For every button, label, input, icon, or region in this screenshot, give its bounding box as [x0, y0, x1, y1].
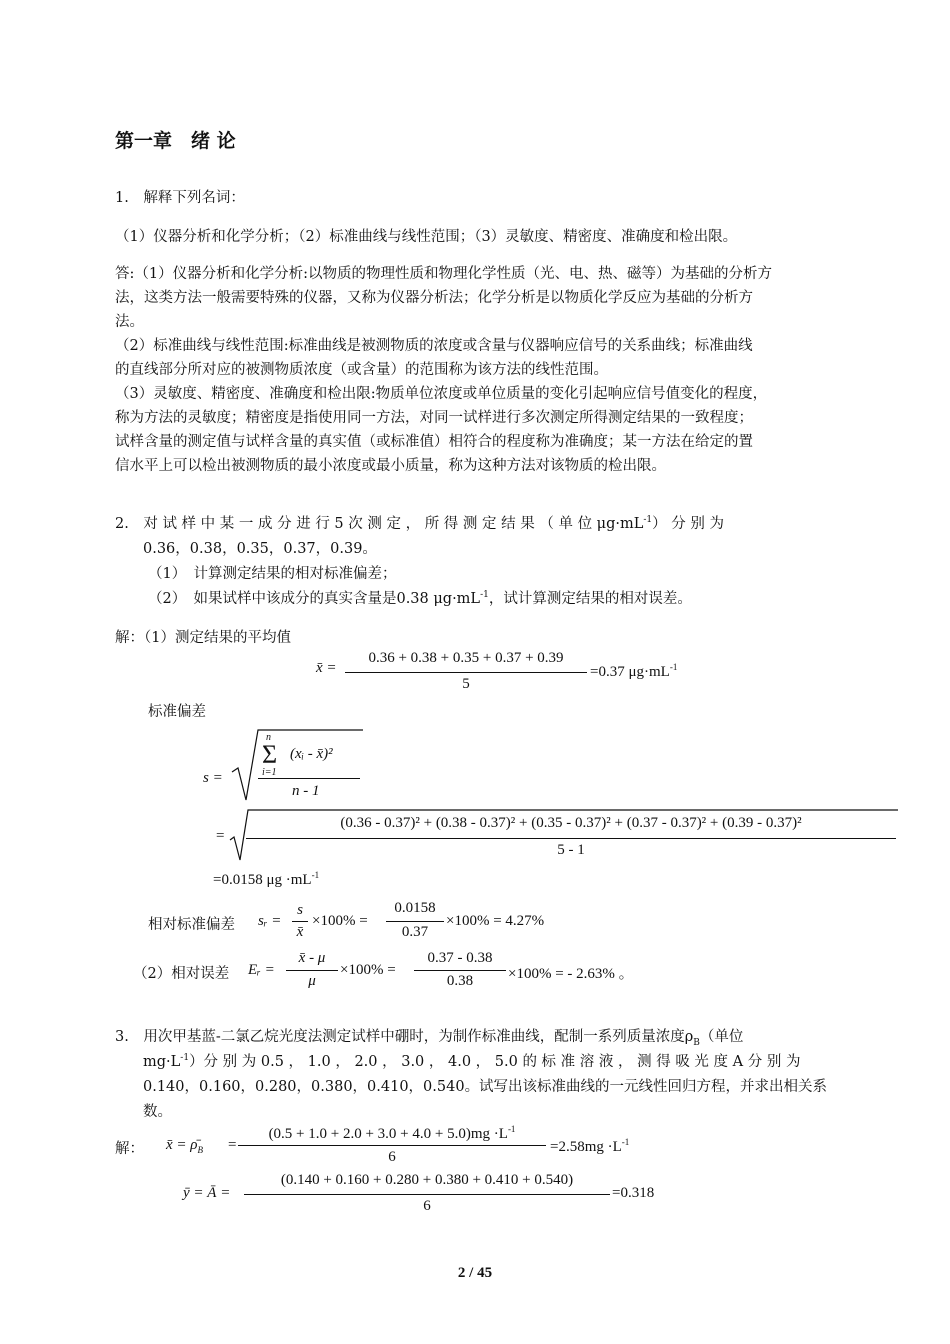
q3-line2-sup: -1 — [180, 1053, 190, 1064]
sum-top: n — [266, 732, 271, 743]
x-result — [550, 1137, 629, 1156]
q3-line3: 0.140，0.160，0.280，0.380，0.410，0.540。试写出该标准曲线的一元线性回归方程，并求出相关系 — [143, 1079, 828, 1095]
y-numerator: (0.140 + 0.160 + 0.280 + 0.380 + 0.410 + 0.540) — [280, 1172, 574, 1188]
x-fraction-bar — [238, 1145, 546, 1146]
big-fraction-bar — [246, 838, 896, 839]
rsd-den2: 0.37 — [401, 924, 429, 940]
sum-bottom: i=1 — [262, 767, 277, 778]
sigma-icon: Σ — [262, 740, 278, 769]
rsd-num1: s — [297, 902, 303, 918]
re-den1: μ — [308, 973, 316, 989]
q2-stem-end: ） 分 别 为 — [652, 516, 724, 532]
q2-sub2 — [148, 587, 692, 608]
x-left-sub: B — [197, 1145, 203, 1155]
s-symbol: s = — [203, 770, 223, 786]
n-minus-1: n - 1 — [292, 783, 320, 799]
x-result-text: =2.58mg ·L — [550, 1139, 622, 1155]
q1-answer-line: 试样含量的测定值与试样含量的真实值（或标准值）相符合的程度称为准确度；某一方法在给定的置 — [115, 434, 753, 450]
q1-answer-line: （3）灵敏度、精密度、准确度和检出限:物质单位浓度或单位质量的变化引起响应信号值变化的程度， — [115, 386, 768, 402]
re-num1: x̄ - μ — [298, 950, 326, 966]
page-number: 2 / 45 — [457, 1265, 493, 1281]
rsd-left: sᵣ = — [258, 913, 282, 929]
re-bar1 — [286, 970, 338, 971]
re-left: Eᵣ = — [248, 962, 275, 978]
mean-numerator: 0.36 + 0.38 + 0.35 + 0.37 + 0.39 — [368, 650, 564, 666]
q3-rho-sub: B — [693, 1037, 700, 1048]
re-label: （2）相对误差 — [133, 966, 230, 982]
re-end: ×100% = - 2.63% 。 — [508, 966, 634, 982]
q2-sub2-text: （2） 如果试样中该成分的真实含量是0.38 μg·mL — [148, 591, 481, 607]
eq-sign-2: = — [216, 828, 225, 844]
mean-denominator: 5 — [462, 676, 470, 692]
sum-expr: (xᵢ - x̄)² — [290, 746, 333, 762]
y-result: =0.318 — [612, 1185, 655, 1201]
q3-line1 — [115, 1025, 743, 1048]
q2-stem-line1 — [115, 512, 724, 533]
s-result — [213, 870, 319, 889]
chapter-title: 第一章 绪 论 — [115, 130, 236, 152]
mean-result-text: =0.37 μg·mL — [590, 664, 670, 680]
q2-stem-text: 2. 对 试 样 中 某 一 成 分 进 行 5 次 测 定 ， 所 得 测 定 结 果 （ 单 位 μg·mL — [115, 516, 644, 532]
q3-line4: 数。 — [143, 1104, 172, 1120]
x-left-text: x̄ = ρ̄ — [166, 1137, 198, 1153]
x-left — [166, 1137, 203, 1155]
mean-symbol: x̄ = — [316, 660, 337, 676]
y-fraction-bar — [244, 1194, 610, 1195]
q3-solution: 解： — [115, 1141, 144, 1157]
rsd-den1: x̄ — [296, 924, 304, 940]
re-mid: ×100% = — [340, 962, 396, 978]
s-result-text: =0.0158 μg ·mL — [213, 872, 312, 888]
q1-answer — [115, 262, 840, 478]
q1-answer-line: （2）标准曲线与线性范围:标准曲线是被测物质的浓度或含量与仪器响应信号的关系曲线；标准曲线 — [115, 338, 753, 354]
q1-stem: 1. 解释下列名词： — [115, 190, 245, 206]
q1-answer-line: 答:（1）仪器分析和化学分析:以物质的物理性质和物理化学性质（光、电、热、磁等）为基础的分析方 — [115, 266, 772, 282]
x-denominator: 6 — [388, 1149, 396, 1165]
q3-line1-end: （单位 — [699, 1029, 744, 1045]
x-numerator — [238, 1124, 546, 1143]
x-result-sup: -1 — [621, 1137, 630, 1147]
rsd-bar2 — [386, 921, 444, 922]
q2-sub2-sup: -1 — [480, 590, 489, 601]
q2-solution-intro: 解：（1）测定结果的平均值 — [115, 630, 291, 646]
big-numerator: (0.36 - 0.37)² + (0.38 - 0.37)² + (0.35 - 0.37)² + (0.37 - 0.37)² + (0.39 - 0.37)² — [340, 815, 802, 831]
y-denominator: 6 — [423, 1198, 431, 1214]
mean-result-sup: -1 — [669, 662, 678, 672]
rsd-mid: ×100% = — [312, 913, 368, 929]
std-label: 标准偏差 — [148, 704, 206, 720]
q1-items: （1）仪器分析和化学分析；（2）标准曲线与线性范围；（3）灵敏度、精密度、准确度和检出限。 — [115, 229, 738, 245]
y-left: ȳ = Ā = — [183, 1185, 231, 1201]
q1-answer-line: 法。 — [115, 314, 144, 330]
x-num-text: (0.5 + 1.0 + 2.0 + 3.0 + 4.0 + 5.0)mg ·L — [268, 1126, 508, 1142]
q1-answer-line: 信水平上可以检出被测物质的最小浓度或最小质量，称为这种方法对该物质的检出限。 — [115, 458, 666, 474]
q2-sub1: （1） 计算测定结果的相对标准偏差； — [148, 566, 397, 582]
q2-unit-sup: -1 — [643, 515, 653, 526]
q1-answer-line: 法，这类方法一般需要特殊的仪器，又称为仪器分析法；化学分析是以物质化学反应为基础的分析方 — [115, 290, 753, 306]
s-fraction-bar — [258, 778, 360, 779]
re-num2: 0.37 - 0.38 — [427, 950, 493, 966]
mean-result — [590, 662, 677, 681]
rsd-end: ×100% = 4.27% — [446, 913, 545, 929]
rsd-num2: 0.0158 — [394, 900, 436, 916]
q3-line2-text: ）分 别 为 0.5 ， 1.0 ， 2.0 ， 3.0 ， 4.0 ， 5.0 的 标 准 溶 液 ， 测 得 吸 光 度 A 分 别 为 — [189, 1054, 801, 1070]
q2-stem-line2: 0.36，0.38，0.35，0.37，0.39。 — [143, 541, 377, 557]
big-denominator: 5 - 1 — [557, 842, 585, 858]
rsd-bar1 — [292, 921, 308, 922]
q1-answer-line: 的直线部分所对应的被测物质浓度（或含量）的范围称为该方法的线性范围。 — [115, 362, 608, 378]
re-bar2 — [414, 970, 506, 971]
re-den2: 0.38 — [446, 973, 474, 989]
q3-line2 — [143, 1050, 800, 1071]
q1-answer-line: 称为方法的灵敏度；精密度是指使用同一方法，对同一试样进行多次测定所得测定结果的一致程度； — [115, 410, 753, 426]
rsd-label: 相对标准偏差 — [148, 917, 235, 933]
x-eq: = — [228, 1137, 237, 1153]
x-num-sup: -1 — [507, 1124, 516, 1134]
q3-line2-unit: mg·L — [143, 1054, 181, 1070]
q2-sub2-end: ，试计算测定结果的相对误差。 — [488, 591, 692, 607]
s-result-sup: -1 — [311, 870, 320, 880]
mean-fraction-bar — [345, 672, 587, 673]
q3-line1-text: 3. 用次甲基蓝-二氯乙烷光度法测定试样中硼时，为制作标准曲线，配制一系列质量浓度ρ — [115, 1029, 694, 1045]
